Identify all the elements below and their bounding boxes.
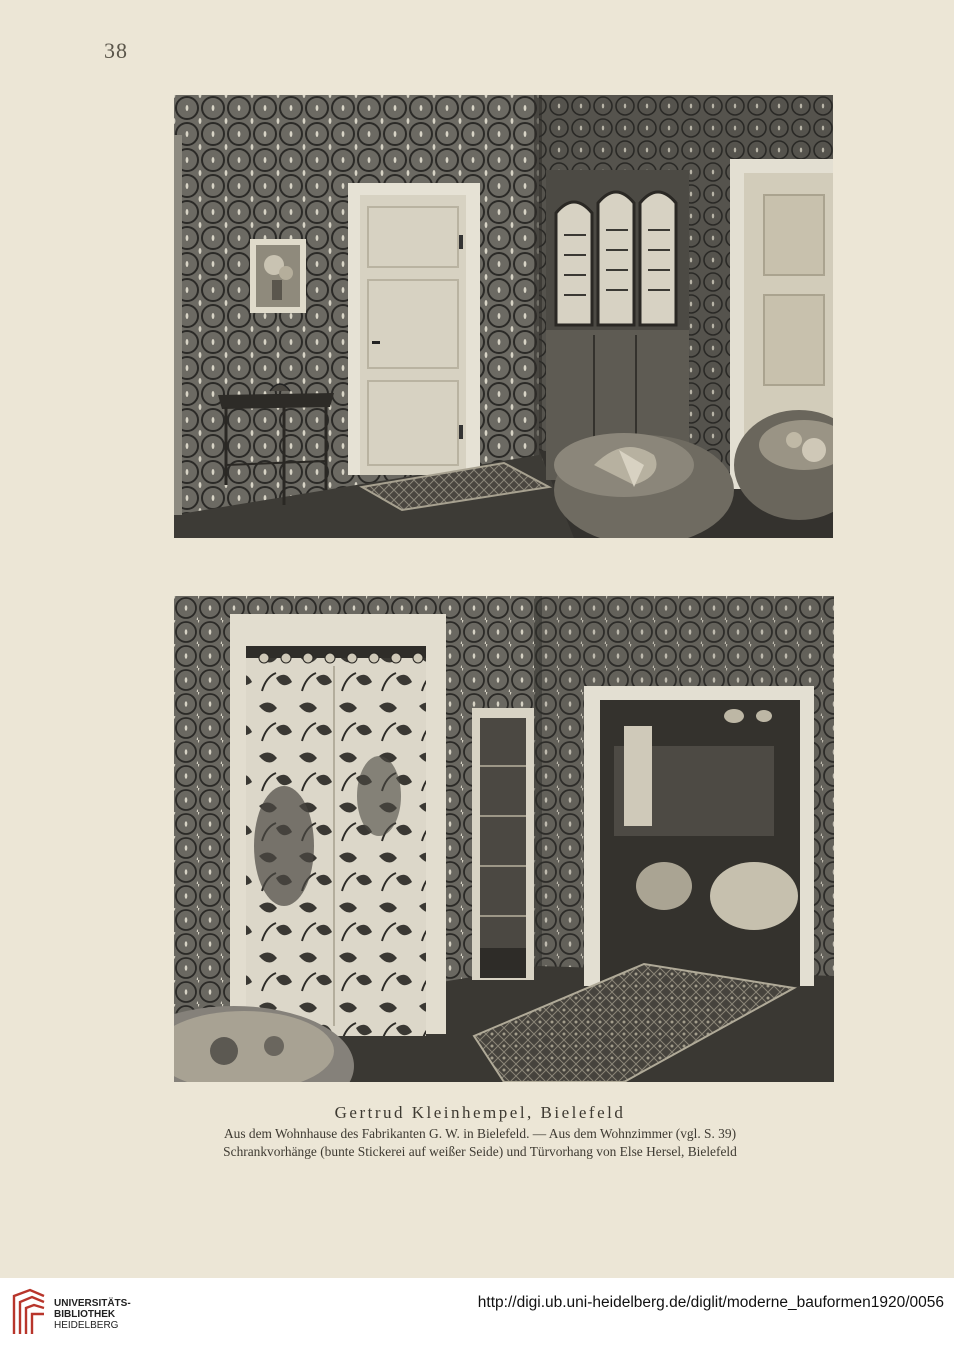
- logo-line-3: HEIDELBERG: [54, 1320, 119, 1331]
- logo-line-1: UNIVERSITÄTS-: [54, 1298, 131, 1309]
- photo-bottom-image: [174, 596, 834, 1082]
- source-url-link[interactable]: http://digi.ub.uni-heidelberg.de/diglit/moderne_bauformen1920/0056: [477, 1294, 944, 1311]
- caption-line-2: Schrankvorhänge (bunte Stickerei auf weißer Seide) und Türvorhang von Else Hersel, Bielefeld: [223, 1144, 737, 1159]
- page-number: 38: [104, 38, 128, 63]
- university-library-logo-icon: [10, 1288, 48, 1340]
- library-logo-text: [54, 1298, 131, 1331]
- photo-top-image: [174, 95, 833, 538]
- footer-bar: [0, 1278, 954, 1350]
- logo-line-2: BIBLIOTHEK: [54, 1309, 116, 1320]
- photo-bottom: [174, 596, 834, 1082]
- caption-line-1: Aus dem Wohnhause des Fabrikanten G. W. in Bielefeld. — Aus dem Wohnzimmer (vgl. S. 39): [223, 1126, 737, 1141]
- photo-top: [174, 95, 833, 538]
- caption-title: Gertrud Kleinhempel, Bielefeld: [334, 1103, 626, 1122]
